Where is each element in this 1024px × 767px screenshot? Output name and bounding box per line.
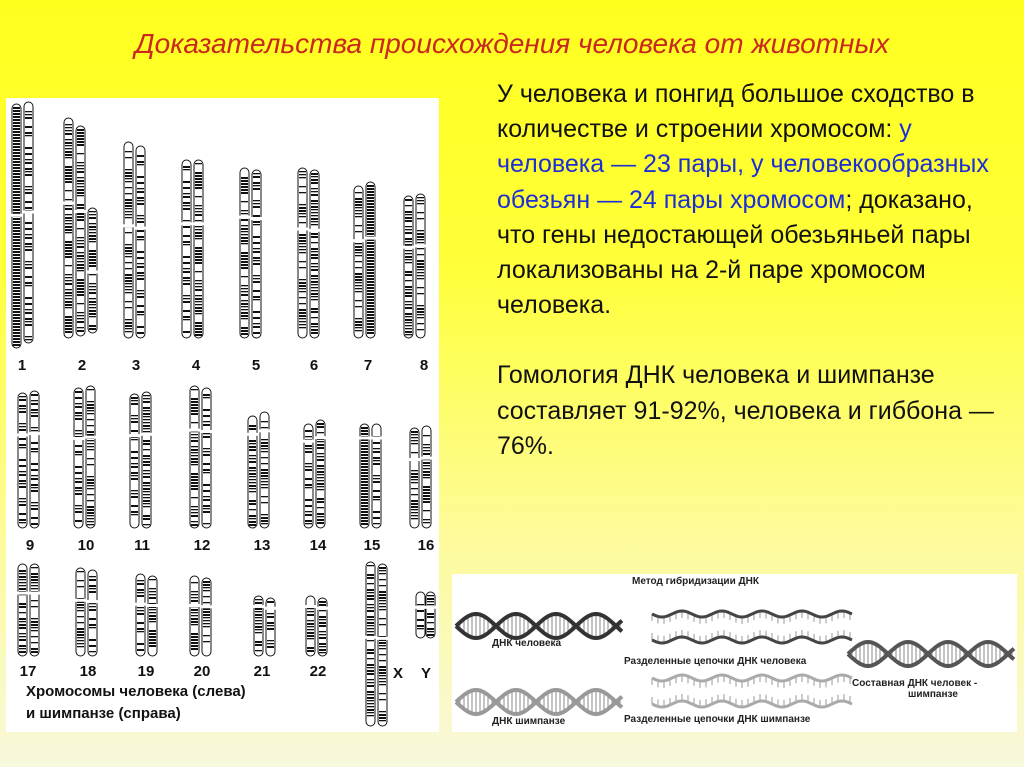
chromosome-label: 16: [417, 537, 435, 554]
karyotype-svg: [6, 98, 439, 732]
paragraph-dna-homology: Гомология ДНК человека и шимпанзе составляет 91-92%, человека и гиббона — 76%.: [497, 361, 994, 460]
chromosome: [193, 160, 204, 338]
chromosome: [259, 412, 270, 528]
separated-chimp-top: [652, 675, 852, 688]
chromosome-label: 4: [191, 357, 201, 374]
chromosome: [315, 420, 326, 528]
hybridization-svg: [452, 574, 1017, 732]
chromosome: [181, 160, 192, 338]
chromosome: [353, 186, 364, 338]
chromosome: [365, 562, 376, 726]
chromosome-label: 6: [309, 357, 319, 374]
chromosome: [87, 570, 98, 656]
chromosome: [73, 388, 84, 528]
label-chimp-dna: ДНК шимпанзе: [492, 716, 566, 727]
chromosome: [201, 388, 212, 528]
chromosome: [371, 424, 382, 528]
paragraph-part2: ; доказано, что гены недостающей обезьяньей пары локализованы на 2-й паре хромосом человека.: [497, 185, 973, 320]
chromosome: [129, 394, 140, 528]
chromosome: [415, 592, 426, 638]
chromosome: [251, 170, 262, 338]
chromosome-label: 21: [253, 663, 271, 680]
chromosome: [75, 568, 86, 656]
text-block: [497, 77, 1002, 464]
karyotype-caption: и шимпанзе (справа): [26, 705, 181, 722]
chromosome-label: 12: [193, 537, 211, 554]
label-composite-dna-2: шимпанзе: [908, 689, 958, 700]
chromosome-label: 7: [363, 357, 373, 374]
chromosome: [365, 182, 376, 338]
chromosome: [421, 426, 432, 528]
chromosome-label: 10: [77, 537, 95, 554]
chromosome: [189, 576, 200, 656]
slide-title: Доказательства происхождения человека от животных: [134, 28, 890, 59]
karyotype-figure: [6, 98, 439, 732]
chromosome: [29, 564, 40, 656]
paragraph-chromosomes: [497, 77, 1002, 323]
chromosome-label: 22: [309, 663, 327, 680]
chromosome-label: 1: [17, 357, 27, 374]
chromosome: [17, 393, 28, 528]
chromosome: [141, 392, 152, 528]
chromosome: [303, 424, 314, 528]
chromosome-label: Y: [420, 665, 432, 682]
label-human-dna: ДНК человека: [492, 638, 562, 649]
chromosome-label: 18: [79, 663, 97, 680]
chromosome-label: 2: [77, 357, 87, 374]
chromosome: [265, 598, 276, 656]
chromosome: [425, 592, 436, 638]
chromosome: [63, 118, 74, 338]
chromosome: [135, 574, 146, 656]
separated-chimp-bottom: [652, 694, 852, 707]
chromosome: [415, 194, 426, 338]
chromosome: [377, 564, 388, 726]
chromosome-label: 14: [309, 537, 327, 554]
chromosome: [135, 146, 146, 338]
chromosome-label: 5: [251, 357, 261, 374]
chimp-dna-helix: [456, 690, 622, 714]
chromosome: [23, 102, 34, 343]
karyotype-caption: Хромосомы человека (слева): [26, 683, 246, 700]
chromosome: [147, 576, 158, 656]
chromosome-label: X: [392, 665, 404, 682]
chromosome-label: 17: [19, 663, 37, 680]
chromosome: [297, 168, 308, 338]
chromosome-label: 9: [25, 537, 35, 554]
chromosome-label: 11: [134, 537, 150, 554]
human-dna-helix: [456, 614, 622, 638]
chromosome-label: 19: [137, 663, 155, 680]
chromosome-count-highlight: у человека — 23 пары, у человекообразных обезьян — 24 пары хромосом: [497, 115, 989, 214]
chromosome: [317, 598, 328, 656]
chromosome: [189, 386, 200, 528]
chromosome: [123, 142, 134, 338]
chromosome-label: 13: [253, 537, 271, 554]
label-separated-chimp: Разделенные цепочки ДНК шимпанзе: [624, 714, 811, 725]
chromosome: [11, 104, 22, 348]
chromosome: [85, 386, 96, 528]
label-separated-human: Разделенные цепочки ДНК человека: [624, 656, 807, 667]
hybridization-title: Метод гибридизации ДНК: [632, 576, 759, 587]
chromosome: [17, 564, 28, 656]
dna-hybridization-figure: [452, 574, 1017, 732]
chromosome: [87, 208, 98, 333]
chromosome: [305, 596, 316, 656]
separated-human-bottom: [652, 630, 852, 643]
chromosome-label: 3: [131, 357, 141, 374]
chromosome: [201, 578, 212, 656]
chromosome: [359, 424, 370, 528]
separated-human-top: [652, 611, 852, 624]
chromosome: [409, 428, 420, 528]
composite-dna-helix: [848, 642, 1014, 666]
chromosome: [309, 170, 320, 338]
chromosome-label: 20: [193, 663, 211, 680]
chromosome: [239, 168, 250, 338]
chromosome: [29, 391, 40, 528]
chromosome: [247, 416, 258, 528]
label-composite-dna: Составная ДНК человек -: [852, 678, 978, 689]
chromosome: [75, 126, 86, 336]
chromosome-label: 15: [363, 537, 381, 554]
chromosome: [253, 596, 264, 656]
chromosome: [403, 196, 414, 338]
chromosome-label: 8: [419, 357, 429, 374]
paragraph-part1: У человека и понгид большое сходство в количестве и строении хромосом:: [497, 80, 975, 144]
